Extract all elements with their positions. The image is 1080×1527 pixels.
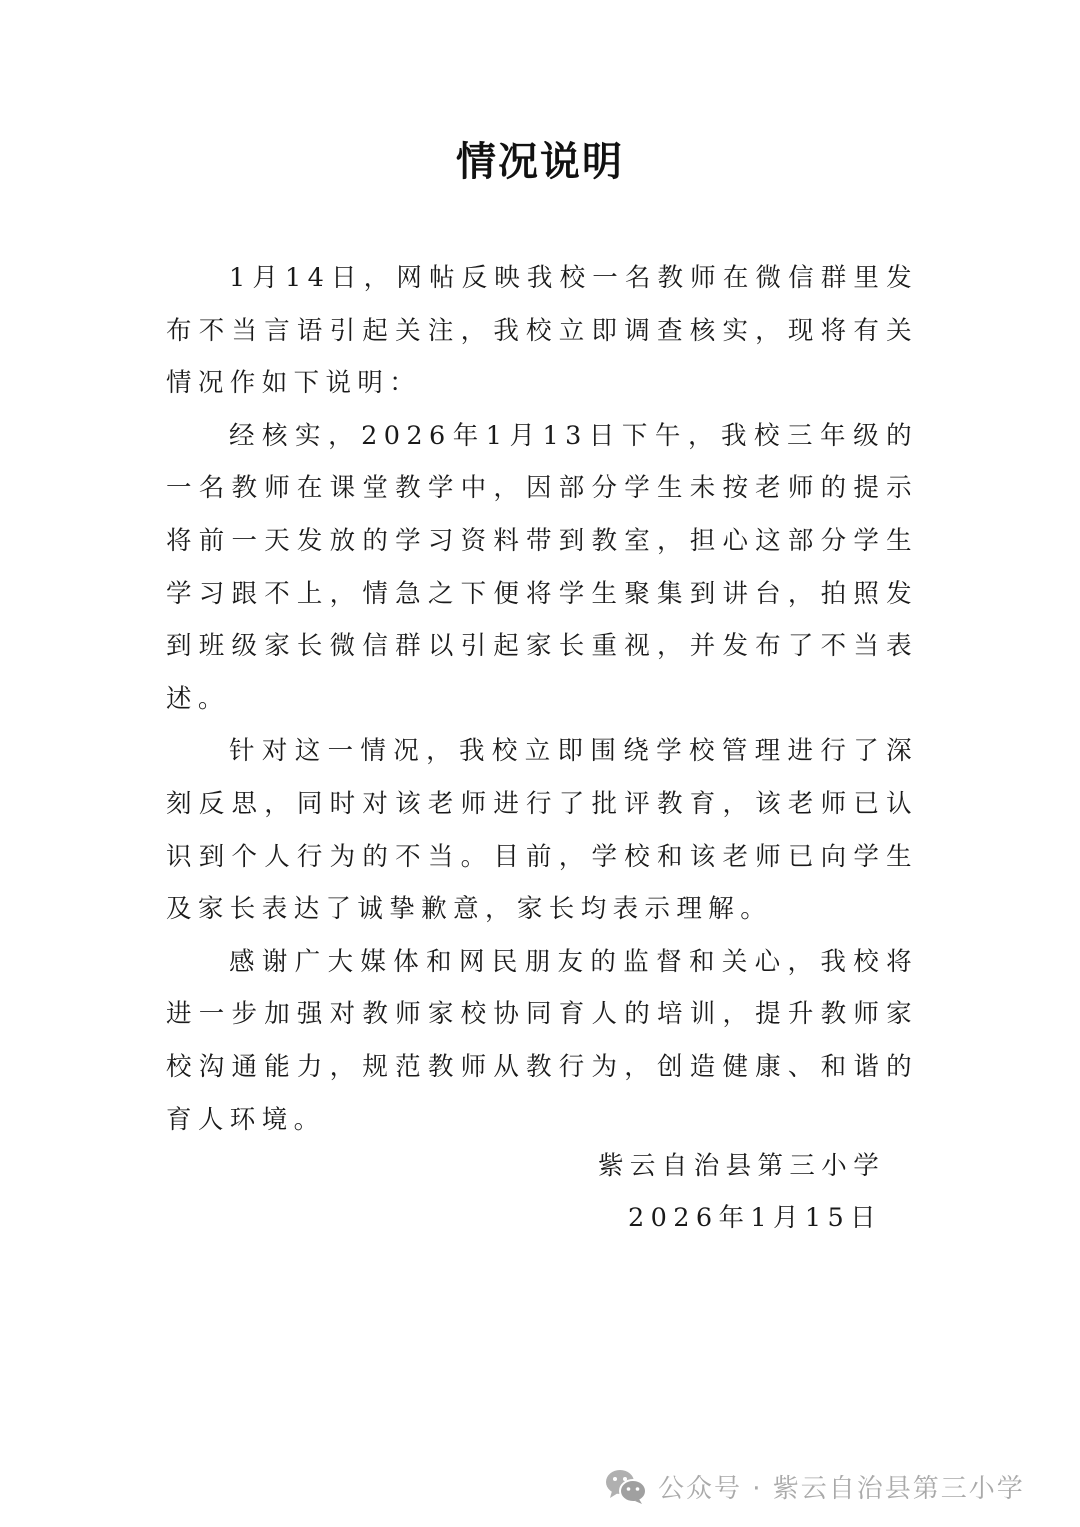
signature-block (598, 1140, 898, 1244)
signature-date: 2026年1月15日 (628, 1203, 883, 1233)
paragraph-intro: 1月14日，网帖反映我校一名教师在微信群里发布不当言语引起关注，我校立即调查核实，现将有关情况作如下说明： (166, 263, 918, 399)
paragraph-response: 针对这一情况，我校立即围绕学校管理进行了深刻反思，同时对该老师进行了批评教育，该老师已认识到个人行为的不当。目前，学校和该老师已向学生及家长表达了诚挚歉意，家长均表示理解。 (166, 736, 918, 925)
wechat-watermark (604, 1466, 1025, 1506)
wechat-icon (604, 1468, 648, 1504)
document-title: 情况说明 (456, 138, 624, 185)
paragraph-findings: 经核实，2026年1月13日下午，我校三年级的一名教师在课堂教学中，因部分学生未按老师的提示将前一天发放的学习资料带到教室，担心这部分学生学习跟不上，情急之下便将学生聚集到讲台，拍照发到班级家长微信群以引起家长重视，并发布了不当表述。 (166, 420, 918, 714)
document-body (166, 252, 918, 1146)
paragraph-closing: 感谢广大媒体和网民朋友的监督和关心，我校将进一步加强对教师家校协同育人的培训，提升教师家校沟通能力，规范教师从教行为，创造健康、和谐的育人环境。 (166, 946, 918, 1135)
watermark-text: 公众号 · 紫云自治县第三小学 (658, 1473, 1025, 1504)
signature-organization: 紫云自治县第三小学 (598, 1151, 886, 1181)
